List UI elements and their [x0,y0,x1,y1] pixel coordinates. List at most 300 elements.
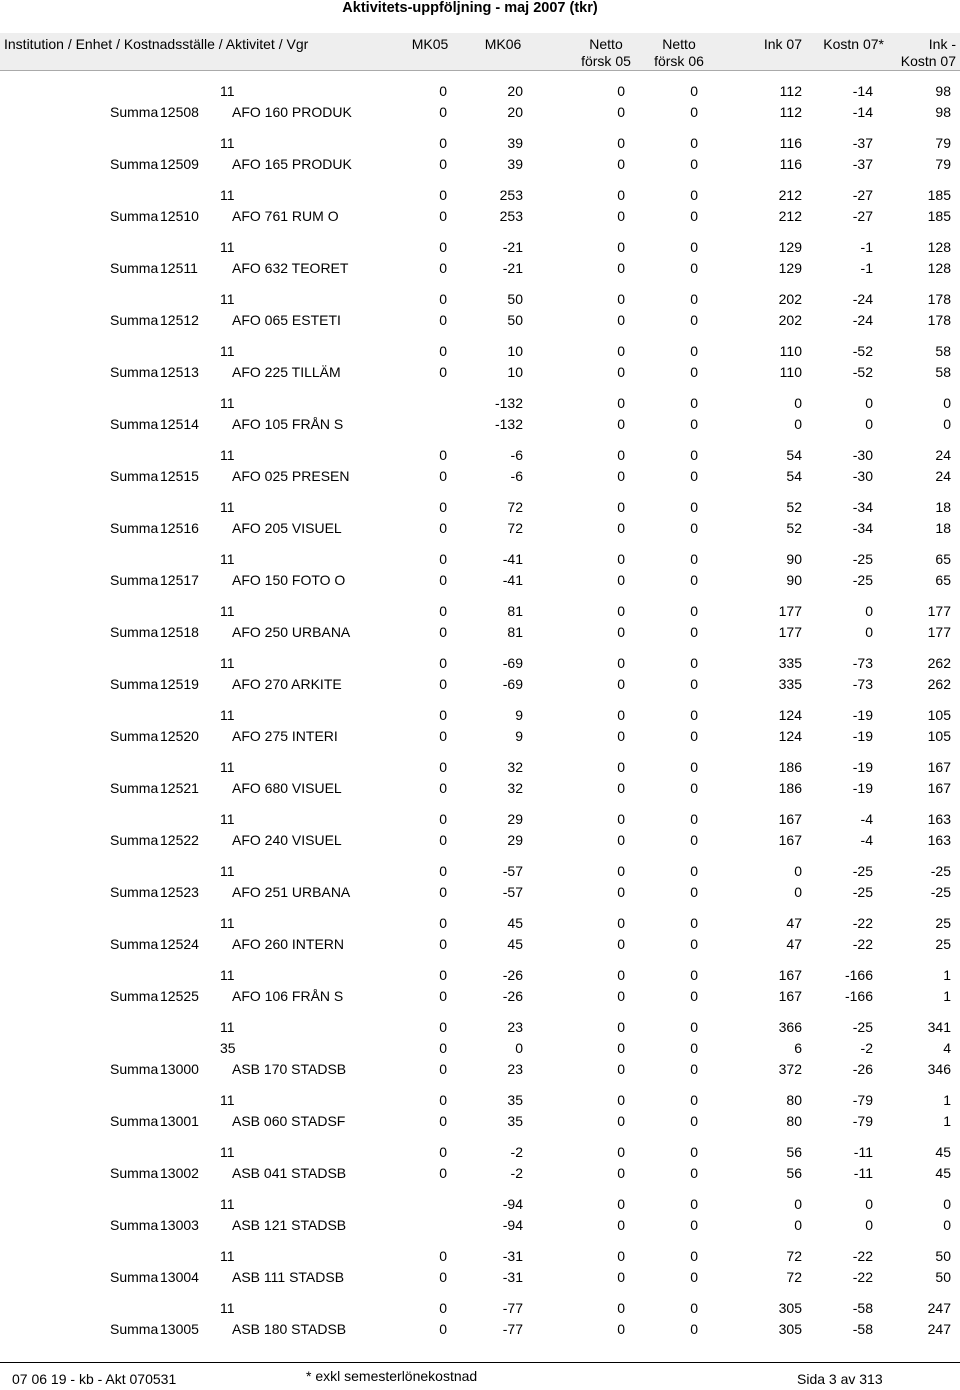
total-ink07: 177 [778,624,802,640]
total-netto05: 0 [617,1113,625,1129]
detail-row [0,914,960,932]
total-ink07: 110 [779,364,802,380]
value-netto06: 0 [690,1019,698,1035]
activity-code: 12525 [160,988,199,1004]
value-mk06: -26 [502,967,523,983]
total-netto05: 0 [617,312,625,328]
value-mk05: 0 [439,967,447,983]
value-netto06: 0 [690,603,698,619]
total-netto06: 0 [690,416,698,432]
summa-row [0,727,960,745]
activity-name: AFO 205 VISUEL [232,520,342,536]
total-netto06: 0 [690,1165,698,1181]
value-net: 341 [927,1019,951,1035]
value-netto06: 0 [690,1248,698,1264]
value-net: 79 [935,135,951,151]
total-mk05: 0 [439,728,447,744]
summa-label: Summa [110,104,159,120]
total-mk05: 0 [439,676,447,692]
summa-row [0,883,960,901]
value-ink07: 366 [778,1019,802,1035]
total-kostn07: -79 [852,1113,873,1129]
value-mk06: 9 [515,707,523,723]
total-netto06: 0 [690,156,698,172]
total-net: 25 [935,936,951,952]
total-netto05: 0 [617,1165,625,1181]
vgr-code: 11 [220,343,235,359]
summa-label: Summa [110,988,159,1004]
total-kostn07: 0 [865,416,873,432]
summa-row [0,155,960,173]
total-netto05: 0 [617,988,625,1004]
value-ink07: 0 [794,863,802,879]
value-netto05: 0 [617,915,625,931]
value-ink07: 0 [794,395,802,411]
value-kostn07: -58 [852,1300,873,1316]
detail-row [0,758,960,776]
detail-row [0,602,960,620]
total-netto06: 0 [690,364,698,380]
footer-date: 07 06 19 - kb - Akt 070531 [12,1371,177,1387]
summa-label: Summa [110,416,159,432]
value-netto06: 0 [690,239,698,255]
total-mk05: 0 [439,624,447,640]
total-mk06: -57 [502,884,523,900]
activity-name: ASB 111 STADSB [232,1269,345,1285]
summa-row [0,1268,960,1286]
value-netto05: 0 [617,135,625,151]
total-kostn07: -34 [852,520,873,536]
total-ink07: 335 [778,676,802,692]
value-ink07: 212 [778,187,802,203]
value-mk05: 0 [439,655,447,671]
total-kostn07: -19 [852,780,873,796]
vgr-code: 11 [220,1300,235,1316]
value-net: 262 [927,655,951,671]
detail-row [0,654,960,672]
value-kostn07: -22 [852,915,873,931]
value-mk06: -6 [510,447,523,463]
total-ink07: 129 [778,260,802,276]
activity-code: 12510 [160,208,199,224]
detail-row [0,1143,960,1161]
value-mk05: 0 [439,915,447,931]
total-netto06: 0 [690,676,698,692]
activity-name: AFO 165 PRODUK [232,156,352,172]
activity-name: AFO 105 FRÅN S [232,416,344,432]
total-mk05: 0 [439,988,447,1004]
value-kostn07: -79 [852,1092,873,1108]
activity-code: 13003 [160,1217,199,1233]
total-mk05: 0 [439,156,447,172]
value-mk05: 0 [439,1248,447,1264]
summa-label: Summa [110,1113,159,1129]
value-kostn07: -11 [853,1144,873,1160]
total-net: 346 [927,1061,951,1077]
total-mk05: 0 [439,312,447,328]
total-mk05: 0 [439,364,447,380]
value-netto06: 0 [690,915,698,931]
vgr-code: 11 [220,239,235,255]
value-netto05: 0 [617,83,625,99]
total-mk05: 0 [439,1061,447,1077]
value-kostn07: -34 [852,499,873,515]
summa-label: Summa [110,884,159,900]
total-netto05: 0 [617,1321,625,1337]
value-net: 0 [943,1196,951,1212]
total-mk06: 9 [515,728,523,744]
value-ink07: 167 [778,811,802,827]
activity-code: 12522 [160,832,199,848]
total-ink07: 167 [778,988,802,1004]
total-kostn07: -24 [852,312,873,328]
value-netto05: 0 [617,343,625,359]
summa-label: Summa [110,156,159,172]
total-netto06: 0 [690,104,698,120]
total-netto05: 0 [617,624,625,640]
total-kostn07: -22 [852,1269,873,1285]
value-mk06: 35 [507,1092,523,1108]
activity-name: AFO 225 TILLÄM [232,364,341,380]
total-netto06: 0 [690,1217,698,1233]
value-net: -25 [930,863,951,879]
total-mk05: 0 [439,1321,447,1337]
value-netto06: 0 [690,1300,698,1316]
detail-row [0,1247,960,1265]
summa-label: Summa [110,312,159,328]
value-net: 1 [943,1092,951,1108]
total-netto05: 0 [617,104,625,120]
total-ink07: 0 [794,416,802,432]
total-mk05: 0 [439,780,447,796]
total-netto06: 0 [690,728,698,744]
value-mk06: 45 [507,915,523,931]
value-netto05: 0 [617,1019,625,1035]
value-ink07: 110 [779,343,802,359]
total-net: 0 [943,416,951,432]
total-kostn07: -1 [860,260,873,276]
value-net: 50 [935,1248,951,1264]
total-ink07: 167 [778,832,802,848]
total-mk06: -21 [502,260,523,276]
value-ink07: 186 [778,759,802,775]
value-kostn07: -166 [844,967,873,983]
value-kostn07: -73 [852,655,873,671]
total-ink07: 112 [779,104,802,120]
value-mk05: 0 [439,707,447,723]
vgr-code: 11 [220,915,235,931]
value-net: 18 [935,499,951,515]
total-ink07: 124 [778,728,802,744]
summa-label: Summa [110,208,159,224]
value-mk05: 0 [439,499,447,515]
value-ink07: 54 [786,447,802,463]
total-kostn07: -14 [852,104,873,120]
total-net: 128 [927,260,951,276]
activity-code: 13004 [160,1269,199,1285]
total-mk06: 39 [507,156,523,172]
summa-label: Summa [110,1165,159,1181]
value-kostn07: -30 [852,447,873,463]
total-netto05: 0 [617,1061,625,1077]
activity-code: 12519 [160,676,199,692]
total-netto05: 0 [617,520,625,536]
value-mk05: 0 [439,83,447,99]
value-net: 98 [935,83,951,99]
activity-name: ASB 180 STADSB [232,1321,347,1337]
value-net: 105 [927,707,951,723]
total-net: 167 [927,780,951,796]
activity-name: AFO 240 VISUEL [232,832,342,848]
value-netto05: 0 [617,1196,625,1212]
detail-row [0,1018,960,1036]
activity-code: 12517 [160,572,199,588]
total-ink07: 56 [786,1165,802,1181]
total-mk05: 0 [439,1165,447,1181]
value-mk05: 0 [439,603,447,619]
value-mk05: 0 [439,447,447,463]
value-ink07: 124 [778,707,802,723]
value-mk06: -77 [502,1300,523,1316]
header-ink-kostn-line1: Ink - [928,36,956,52]
value-netto05: 0 [617,239,625,255]
total-mk05: 0 [439,260,447,276]
summa-row [0,415,960,433]
total-kostn07: -19 [852,728,873,744]
detail-row [0,82,960,100]
summa-label: Summa [110,572,159,588]
value-netto06: 0 [690,135,698,151]
activity-code: 12523 [160,884,199,900]
activity-name: AFO 065 ESTETI [232,312,341,328]
activity-name: ASB 041 STADSB [232,1165,347,1181]
value-mk05: 0 [439,1092,447,1108]
total-ink07: 90 [786,572,802,588]
value-kostn07: -52 [852,343,873,359]
total-netto06: 0 [690,468,698,484]
total-mk06: 81 [507,624,523,640]
total-netto05: 0 [617,780,625,796]
value-ink07: 6 [794,1040,802,1056]
total-mk06: -69 [502,676,523,692]
detail-row [0,186,960,204]
activity-name: AFO 761 RUM O [232,208,339,224]
value-mk05: 0 [439,1040,447,1056]
value-net: 177 [927,603,951,619]
value-mk06: 10 [507,343,523,359]
detail-row [0,342,960,360]
total-net: 65 [935,572,951,588]
total-kostn07: -26 [852,1061,873,1077]
activity-name: AFO 632 TEORET [232,260,349,276]
activity-name: AFO 106 FRÅN S [232,988,344,1004]
summa-row [0,831,960,849]
value-kostn07: 0 [865,395,873,411]
value-net: 25 [935,915,951,931]
detail-row [0,550,960,568]
total-mk06: 32 [507,780,523,796]
total-net: 262 [927,676,951,692]
vgr-code: 11 [220,447,235,463]
value-ink07: 116 [779,135,802,151]
value-netto06: 0 [690,1092,698,1108]
summa-row [0,363,960,381]
summa-label: Summa [110,1217,159,1233]
activity-code: 12513 [160,364,199,380]
total-mk06: -132 [494,416,523,432]
total-ink07: 0 [794,1217,802,1233]
activity-name: AFO 270 ARKITE [232,676,342,692]
summa-label: Summa [110,364,159,380]
header-netto06 [641,36,717,70]
summa-label: Summa [110,624,159,640]
summa-row [0,675,960,693]
total-mk06: 29 [507,832,523,848]
total-kostn07: 0 [865,1217,873,1233]
total-kostn07: -37 [852,156,873,172]
vgr-code: 11 [220,759,235,775]
total-ink07: 54 [786,468,802,484]
summa-row [0,1216,960,1234]
total-net: 98 [935,104,951,120]
value-netto05: 0 [617,655,625,671]
summa-label: Summa [110,1061,159,1077]
total-net: 177 [927,624,951,640]
detail-row [0,706,960,724]
total-mk05: 0 [439,884,447,900]
value-ink07: 335 [778,655,802,671]
activity-code: 12524 [160,936,199,952]
total-netto06: 0 [690,260,698,276]
total-mk06: 35 [507,1113,523,1129]
value-net: 65 [935,551,951,567]
total-netto06: 0 [690,572,698,588]
value-mk05: 0 [439,187,447,203]
value-netto06: 0 [690,707,698,723]
total-netto05: 0 [617,832,625,848]
total-ink07: 52 [786,520,802,536]
total-netto06: 0 [690,624,698,640]
value-mk06: 23 [507,1019,523,1035]
activity-code: 13000 [160,1061,199,1077]
value-ink07: 305 [778,1300,802,1316]
total-ink07: 80 [786,1113,802,1129]
total-net: 50 [935,1269,951,1285]
total-kostn07: 0 [865,624,873,640]
value-kostn07: -25 [852,1019,873,1035]
value-netto06: 0 [690,655,698,671]
value-ink07: 90 [786,551,802,567]
value-netto05: 0 [617,1248,625,1264]
total-netto06: 0 [690,1269,698,1285]
vgr-code: 11 [220,395,235,411]
summa-row [0,571,960,589]
total-net: 0 [943,1217,951,1233]
summa-row [0,467,960,485]
total-mk06: -6 [510,468,523,484]
total-mk05: 0 [439,1113,447,1129]
value-netto05: 0 [617,1040,625,1056]
value-mk05: 0 [439,135,447,151]
activity-code: 13001 [160,1113,199,1129]
vgr-code: 11 [220,1196,235,1212]
value-netto05: 0 [617,863,625,879]
value-ink07: 72 [786,1248,802,1264]
total-netto05: 0 [617,468,625,484]
total-netto06: 0 [690,312,698,328]
total-ink07: 212 [778,208,802,224]
column-header-bar [0,33,960,71]
activity-code: 12512 [160,312,199,328]
value-mk05: 0 [439,551,447,567]
total-kostn07: -25 [852,884,873,900]
total-netto06: 0 [690,1321,698,1337]
value-mk05: 0 [439,759,447,775]
header-netto06-line1: Netto [662,36,696,52]
summa-row [0,1164,960,1182]
header-netto05-line2: försk 05 [581,53,631,69]
activity-name: ASB 121 STADSB [232,1217,347,1233]
page-footer [0,1362,960,1390]
total-mk06: -31 [502,1269,523,1285]
vgr-code: 11 [220,1092,235,1108]
value-netto06: 0 [690,811,698,827]
detail-row [0,1039,960,1057]
total-kostn07: -58 [852,1321,873,1337]
total-net: 1 [943,1113,951,1129]
value-mk06: 39 [507,135,523,151]
total-netto05: 0 [617,1269,625,1285]
total-mk05: 0 [439,936,447,952]
total-netto06: 0 [690,988,698,1004]
total-net: 247 [927,1321,951,1337]
value-ink07: 56 [786,1144,802,1160]
total-net: 105 [927,728,951,744]
value-mk06: -2 [510,1144,523,1160]
value-net: 58 [935,343,951,359]
total-mk05: 0 [439,208,447,224]
vgr-code: 11 [220,603,235,619]
value-mk05: 0 [439,863,447,879]
total-netto05: 0 [617,676,625,692]
value-netto06: 0 [690,187,698,203]
footer-note: * exkl semesterlönekostnad [306,1368,478,1384]
total-ink07: 305 [778,1321,802,1337]
summa-label: Summa [110,468,159,484]
value-netto06: 0 [690,447,698,463]
total-mk06: -26 [502,988,523,1004]
total-netto06: 0 [690,936,698,952]
total-kostn07: -27 [852,208,873,224]
value-net: 4 [943,1040,951,1056]
vgr-code: 11 [220,1248,235,1264]
total-ink07: 47 [786,936,802,952]
value-net: 0 [943,395,951,411]
total-netto06: 0 [690,520,698,536]
summa-row [0,1112,960,1130]
total-netto06: 0 [690,780,698,796]
activity-code: 12509 [160,156,199,172]
header-mk05: MK05 [411,36,449,52]
detail-row [0,1091,960,1109]
value-netto05: 0 [617,187,625,203]
activity-code: 12516 [160,520,199,536]
summa-row [0,311,960,329]
vgr-code: 11 [220,967,235,983]
total-mk06: 72 [507,520,523,536]
value-mk05: 0 [439,291,447,307]
vgr-code: 11 [220,291,235,307]
